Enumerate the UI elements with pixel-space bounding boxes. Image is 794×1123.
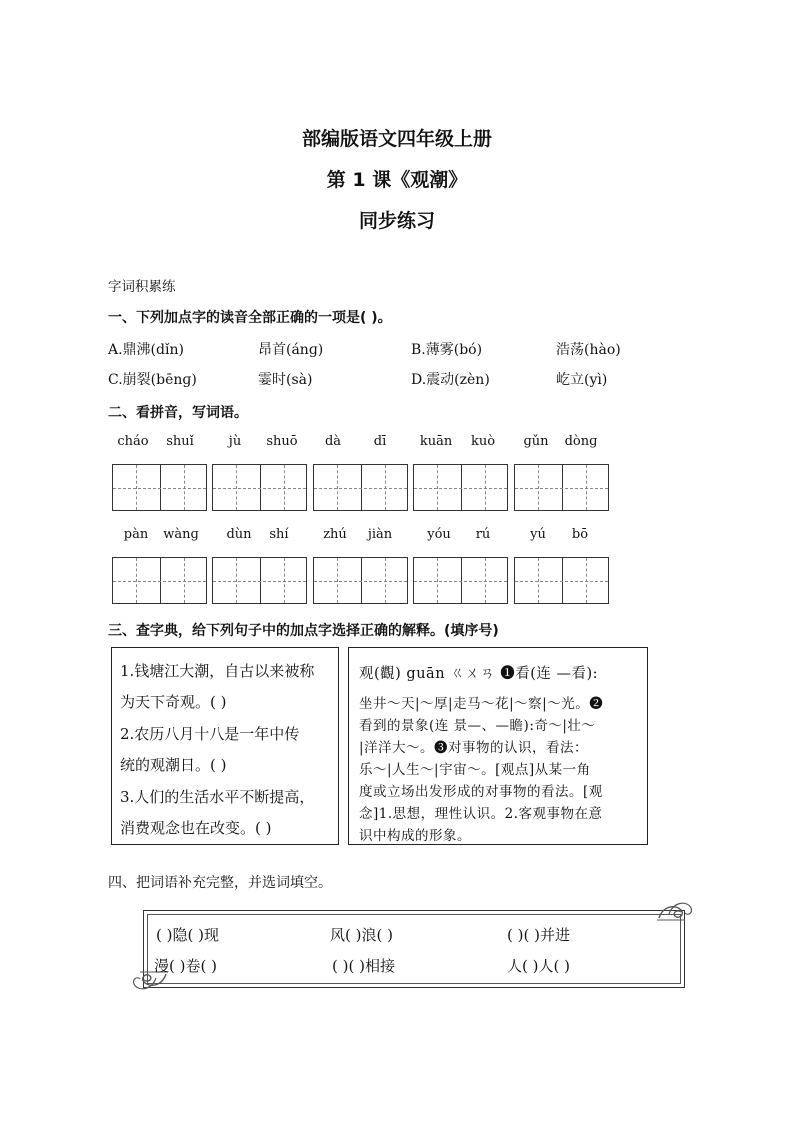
word-blank[interactable]: ( )( )相接 [332,957,395,975]
dictionary-line: 坐井～天|～厚|走马～花|～察|～光。❷ [359,696,604,712]
pinyin: dà [324,434,342,449]
word-blank[interactable]: 人( )人( ) [507,957,570,975]
pinyin: kuò [470,434,496,449]
writing-grid[interactable] [212,464,307,511]
writing-grid[interactable] [112,557,207,604]
word-blank[interactable]: 风( )浪( ) [330,926,393,944]
dictionary-line: 度或立场出发形成的对事物的看法。[观 [359,784,603,800]
title-line-3: 同步练习 [358,210,435,232]
sentence-line: 2.农历八月十八是一年中传 [120,725,300,743]
pinyin: kuān [419,434,453,449]
pinyin: shí [269,527,289,542]
pinyin: bō [571,527,589,542]
q1-option-b-word1: B.薄雾(bó) [411,342,483,358]
dictionary-box [348,647,648,845]
sentence-box [111,647,339,845]
cloud-ornament-icon [655,896,695,926]
pinyin: shuǐ [166,434,194,449]
pinyin: rú [475,527,491,542]
q1-option-c-word1: C.崩裂(bēnɡ) [108,372,197,388]
pinyin: wànɡ [163,527,199,542]
word-blank[interactable]: ( )隐( )现 [156,926,219,944]
writing-grid[interactable] [514,464,609,511]
q1-option-d-word1: D.震动(zèn) [411,372,490,388]
pinyin: dònɡ [564,434,598,449]
pinyin: yú [530,527,546,542]
q1-heading: 一、下列加点字的读音全部正确的一项是( )。 [108,310,392,326]
dictionary-line: 乐～|人生～|宇宙～。[观点]从某一角 [359,762,591,778]
writing-grid[interactable] [413,557,508,604]
dictionary-line: 看到的景象(连 景—、—瞻):奇～|壮～ [359,718,596,734]
sentence-line: 统的观潮日。( ) [120,756,227,774]
writing-grid[interactable] [514,557,609,604]
sentence-line: 消费观念也在改变。( ) [120,819,272,837]
sentence-line: 1.钱塘江大潮，自古以来被称 [120,662,315,680]
writing-grid[interactable] [413,464,508,511]
pinyin: jù [228,434,242,449]
q1-option-d-word2: 屹立(yì) [556,372,608,388]
pinyin: yóu [427,527,451,542]
pinyin: cháo [117,434,149,449]
section-label: 字词积累练 [108,279,176,295]
pinyin: ɡǔn [523,434,549,449]
pinyin: zhú [323,527,347,542]
dictionary-line: 识中构成的形象。 [359,828,471,844]
pinyin: jiàn [367,527,393,542]
q1-option-c-word2: 霎时(sà) [258,372,313,388]
title-line-2: 第 1 课《观潮》 [326,169,468,191]
pinyin: dī [373,434,387,449]
word-blank[interactable]: 漫( )卷( ) [154,957,217,975]
q1-option-b-word2: 浩荡(hào) [556,342,621,358]
pinyin: shuō [266,434,298,449]
pinyin: pàn [123,527,149,542]
sentence-line: 为天下奇观。( ) [120,693,227,711]
q4-heading: 四、把词语补充完整，并选词填空。 [108,875,332,891]
pinyin: dùn [226,527,252,542]
dictionary-entry-head: 观(觀) guān ㄍㄨㄢ ❶看(连 —看): [359,666,599,682]
title-line-1: 部编版语文四年级上册 [301,128,492,150]
q3-heading: 三、查字典，给下列句子中的加点字选择正确的解释。(填序号) [108,623,499,639]
word-blank[interactable]: ( )( )并进 [507,926,570,944]
writing-grid[interactable] [212,557,307,604]
writing-grid[interactable] [313,557,408,604]
dictionary-line: 念]1.思想，理性认识。2.客观事物在意 [359,806,603,822]
writing-grid[interactable] [112,464,207,511]
word-frame-inner-border [147,914,681,984]
writing-grid[interactable] [313,464,408,511]
q1-option-a-word2: 昂首(ánɡ) [258,342,324,358]
q1-option-a-word1: A.鼎沸(dǐn) [108,342,184,358]
dictionary-line: |洋洋大～。❸对事物的认识，看法： [359,740,589,756]
sentence-line: 3.人们的生活水平不断提高， [120,788,315,806]
q2-heading: 二、看拼音，写词语。 [108,405,248,421]
